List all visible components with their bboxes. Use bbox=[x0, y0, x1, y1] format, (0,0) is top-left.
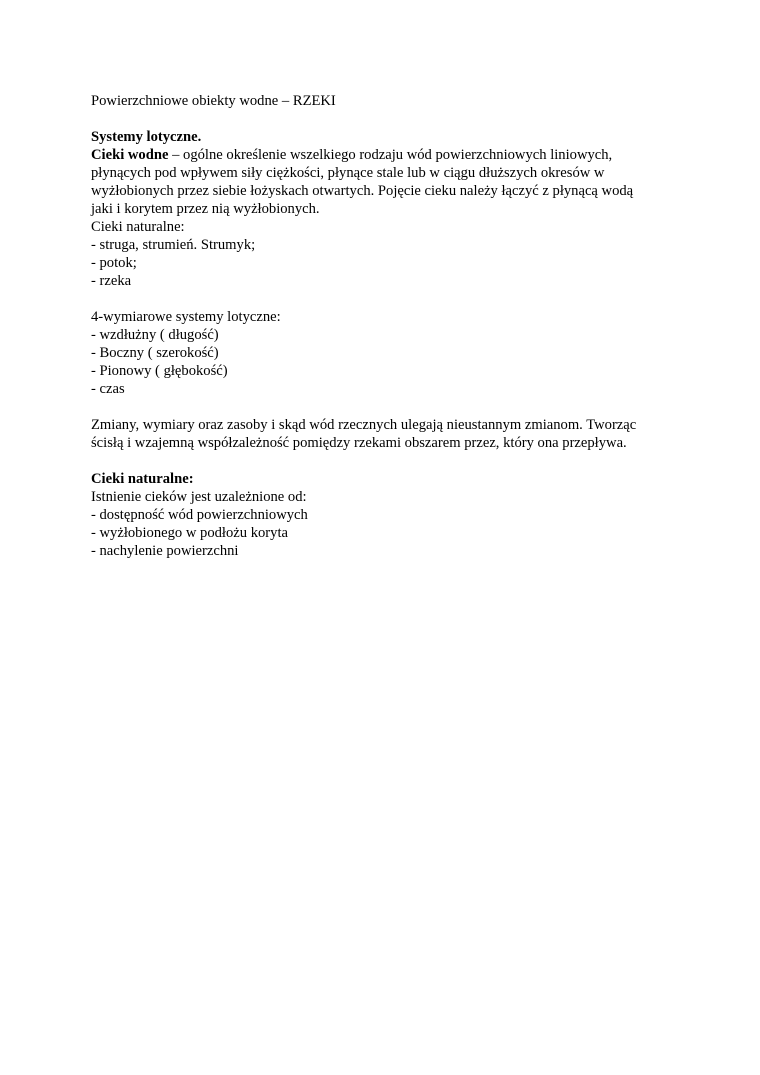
spacer bbox=[91, 398, 681, 416]
list-intro-istnienie: Istnienie cieków jest uzależnione od: bbox=[91, 489, 307, 505]
definition-line-3: wyżłobionych przez siebie łożyskach otwartych. Pojęcie cieku należy łączyć z płynącą wodą bbox=[91, 183, 634, 199]
list-item: - rzeka bbox=[91, 273, 132, 289]
paragraph-line-1: Zmiany, wymiary oraz zasoby i skąd wód rzecznych ulegają nieustannym zmianom. Tworząc bbox=[91, 417, 637, 433]
definition-term: Cieki wodne bbox=[91, 147, 169, 163]
spacer bbox=[91, 110, 681, 128]
spacer bbox=[91, 290, 681, 308]
list-item: - potok; bbox=[91, 255, 137, 271]
section-heading-cieki-naturalne: Cieki naturalne: bbox=[91, 471, 194, 487]
list-item: - nachylenie powierzchni bbox=[91, 543, 239, 559]
list-item: - Pionowy ( głębokość) bbox=[91, 363, 228, 379]
list-item: - struga, strumień. Strumyk; bbox=[91, 237, 256, 253]
list-item: - dostępność wód powierzchniowych bbox=[91, 507, 308, 523]
list-intro-4-wymiarowe: 4-wymiarowe systemy lotyczne: bbox=[91, 309, 281, 325]
definition-line-4: jaki i korytem przez nią wyżłobionych. bbox=[91, 201, 320, 217]
list-item: - wyżłobionego w podłożu koryta bbox=[91, 525, 288, 541]
list-item: - Boczny ( szerokość) bbox=[91, 345, 219, 361]
document-page bbox=[91, 92, 681, 560]
list-intro-cieki-naturalne: Cieki naturalne: bbox=[91, 219, 185, 235]
definition-text-1: – ogólne określenie wszelkiego rodzaju wód powierzchniowych liniowych, bbox=[168, 147, 613, 163]
definition-line-2: płynących pod wpływem siły ciężkości, płynące stale lub w ciągu dłuższych okresów w bbox=[91, 165, 605, 181]
list-item: - czas bbox=[91, 381, 125, 397]
document-title: Powierzchniowe obiekty wodne – RZEKI bbox=[91, 93, 336, 109]
paragraph-line-2: ścisłą i wzajemną współzależność pomiędzy rzekami obszarem przez, który ona przepływa. bbox=[91, 435, 627, 451]
spacer bbox=[91, 452, 681, 470]
list-item: - wzdłużny ( długość) bbox=[91, 327, 219, 343]
definition-line-1 bbox=[91, 146, 681, 164]
section-heading-systemy-lotyczne: Systemy lotyczne. bbox=[91, 129, 202, 145]
